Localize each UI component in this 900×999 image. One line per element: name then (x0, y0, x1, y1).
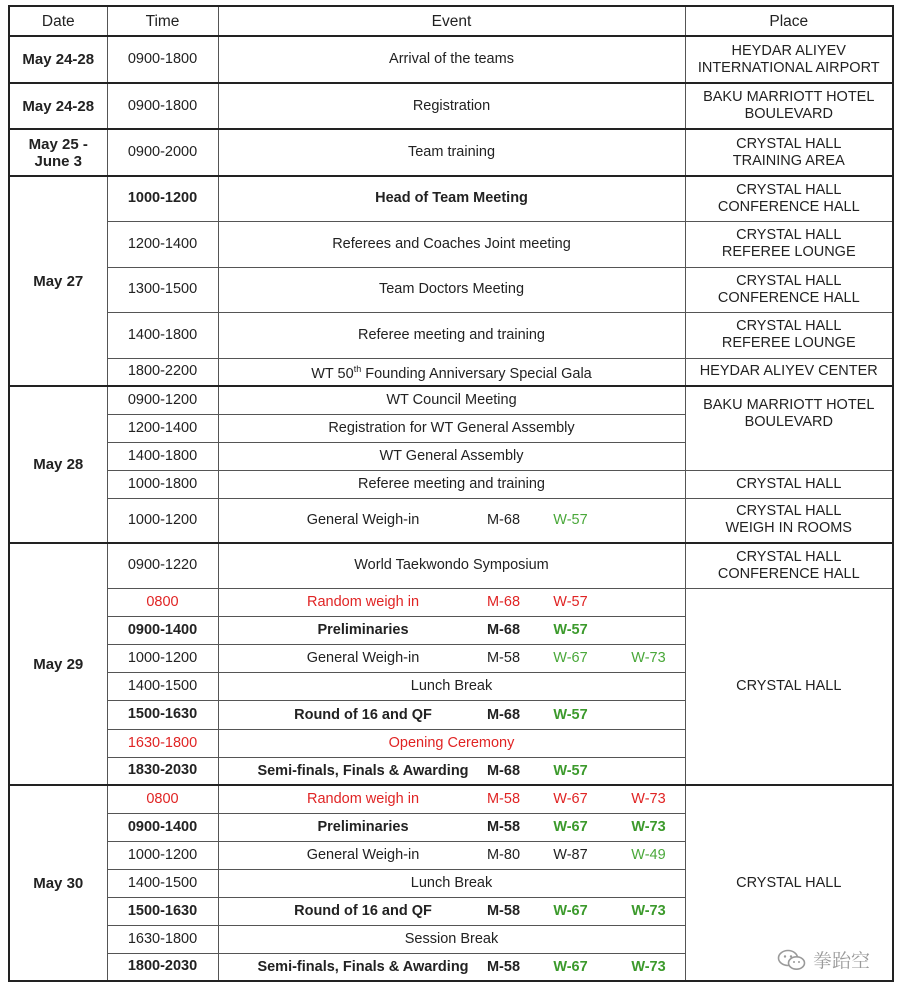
women-category: W-73 (631, 650, 666, 666)
place-line: CRYSTAL HALL (736, 135, 842, 152)
place-line: CONFERENCE HALL (717, 289, 860, 306)
men-category: M-58 (486, 791, 521, 808)
place-cell (685, 543, 893, 588)
event-name: Semi-finals, Finals & Awarding (257, 762, 469, 779)
time-cell: 0800 (107, 588, 218, 616)
time-cell: 1000-1200 (107, 498, 218, 543)
date-cell: May 29 (9, 543, 107, 785)
place-line: CONFERENCE HALL (717, 198, 860, 215)
women-category: W-73 (631, 819, 666, 835)
event-cell: Lunch Break (218, 869, 685, 897)
event-name: Preliminaries (317, 819, 409, 835)
time-cell: 1400-1500 (107, 672, 218, 700)
date-cell: May 24-28 (9, 83, 107, 129)
event-text: Founding Anniversary Special Gala (361, 365, 592, 382)
time-cell: 0900-1800 (107, 83, 218, 129)
place-cell (685, 83, 893, 129)
event-cell: Head of Team Meeting (218, 176, 685, 221)
event-cell: Opening Ceremony (218, 729, 685, 757)
time-cell: 1830-2030 (107, 757, 218, 785)
women-category: W-57 (553, 762, 588, 779)
place-cell (685, 129, 893, 176)
place-line: CRYSTAL HALL (736, 181, 842, 198)
time-cell: 0900-2000 (107, 129, 218, 176)
men-category: M-68 (486, 706, 521, 723)
place-cell (685, 498, 893, 543)
place-line: WEIGH IN ROOMS (725, 520, 852, 537)
table-row (9, 588, 893, 616)
women-category: W-57 (553, 512, 588, 529)
men-category: M-68 (486, 512, 521, 529)
event-name: Preliminaries (317, 622, 409, 638)
header-time: Time (107, 6, 218, 36)
date-cell (9, 129, 107, 176)
event-cell (218, 841, 685, 869)
table-row (9, 312, 893, 358)
place-line: BOULEVARD (744, 106, 833, 122)
header-row (9, 6, 893, 36)
table-row (9, 386, 893, 414)
event-cell: WT General Assembly (218, 442, 685, 470)
time-cell: 1630-1800 (107, 729, 218, 757)
time-cell: 1630-1800 (107, 925, 218, 953)
time-cell: 0900-1400 (107, 813, 218, 841)
place-line: BAKU MARRIOTT HOTEL (703, 89, 875, 105)
event-name: Round of 16 and QF (294, 903, 432, 919)
event-name: General Weigh-in (306, 847, 420, 863)
event-cell: Registration (218, 83, 685, 129)
header-place: Place (685, 6, 893, 36)
place-line: CRYSTAL HALL (736, 318, 842, 334)
women-category: W-57 (553, 706, 588, 723)
date-cell: May 28 (9, 386, 107, 543)
event-cell (218, 953, 685, 981)
event-cell (218, 498, 685, 543)
place-line: BAKU MARRIOTT HOTEL (703, 397, 875, 413)
wechat-icon (777, 949, 807, 971)
time-cell: 1800-2200 (107, 358, 218, 386)
time-cell: 1200-1400 (107, 414, 218, 442)
event-cell: Referees and Coaches Joint meeting (218, 221, 685, 267)
place-cell (685, 176, 893, 221)
table-row (9, 543, 893, 588)
event-cell: Referee meeting and training (218, 312, 685, 358)
place-cell (685, 386, 893, 470)
place-line: CRYSTAL HALL (736, 227, 842, 243)
time-cell: 1500-1630 (107, 700, 218, 729)
table-row (9, 83, 893, 129)
table-row (9, 785, 893, 813)
place-cell: CRYSTAL HALL (685, 785, 893, 981)
men-category: M-68 (486, 594, 521, 610)
event-cell (218, 588, 685, 616)
time-cell: 0900-1200 (107, 386, 218, 414)
event-name: Random weigh in (306, 791, 420, 808)
event-cell (218, 757, 685, 785)
place-line: CRYSTAL HALL (736, 272, 842, 289)
men-category: M-80 (486, 847, 521, 863)
time-cell: 1000-1200 (107, 644, 218, 672)
time-cell: 1000-1200 (107, 841, 218, 869)
women-category: W-73 (631, 791, 666, 808)
event-cell: WT Council Meeting (218, 386, 685, 414)
time-cell: 1400-1800 (107, 312, 218, 358)
event-cell (218, 616, 685, 644)
event-cell: Session Break (218, 925, 685, 953)
table-row (9, 129, 893, 176)
event-cell (218, 897, 685, 925)
place-line: CONFERENCE HALL (717, 565, 860, 582)
men-category: M-58 (486, 819, 521, 835)
men-category: M-58 (486, 903, 521, 919)
place-cell (685, 36, 893, 83)
place-cell: CRYSTAL HALL (685, 588, 893, 785)
men-category: M-68 (486, 622, 521, 638)
women-category: W-67 (553, 650, 588, 666)
event-cell (218, 358, 685, 386)
men-category: M-58 (486, 650, 521, 666)
place-line: BOULEVARD (744, 414, 833, 430)
time-cell: 1000-1200 (107, 176, 218, 221)
event-cell: Arrival of the teams (218, 36, 685, 83)
date-cell: May 30 (9, 785, 107, 981)
table-row (9, 36, 893, 83)
event-text: WT 50 (311, 365, 354, 382)
date-line: June 3 (34, 152, 83, 170)
women-category: W-67 (553, 958, 588, 975)
time-cell: 1200-1400 (107, 221, 218, 267)
women-category: W-67 (553, 791, 588, 808)
women-category: W-67 (553, 903, 588, 919)
place-line: INTERNATIONAL AIRPORT (697, 59, 880, 76)
table-row (9, 267, 893, 312)
men-category: W-87 (553, 847, 588, 863)
time-cell: 0900-1400 (107, 616, 218, 644)
place-line: TRAINING AREA (732, 152, 845, 169)
place-cell (685, 221, 893, 267)
time-cell: 1000-1800 (107, 470, 218, 498)
time-cell: 1400-1500 (107, 869, 218, 897)
women-category: W-57 (553, 594, 588, 610)
place-cell: CRYSTAL HALL (685, 470, 893, 498)
watermark-text: 拳跆空 (812, 951, 870, 972)
women-category: W-49 (631, 847, 666, 863)
event-name: Round of 16 and QF (294, 706, 432, 723)
event-cell (218, 644, 685, 672)
date-cell: May 24-28 (9, 36, 107, 83)
women-category: W-67 (553, 819, 588, 835)
women-category: W-57 (553, 622, 588, 638)
place-cell (685, 267, 893, 312)
place-line: CRYSTAL HALL (736, 503, 842, 520)
place-line: CRYSTAL HALL (736, 548, 842, 565)
event-superscript: th (353, 363, 362, 374)
time-cell: 1400-1800 (107, 442, 218, 470)
table-row (9, 498, 893, 543)
place-line: REFEREE LOUNGE (721, 335, 856, 351)
event-name: Semi-finals, Finals & Awarding (257, 958, 469, 975)
event-cell (218, 700, 685, 729)
table-row (9, 176, 893, 221)
women-category: W-73 (631, 958, 666, 975)
time-cell: 1300-1500 (107, 267, 218, 312)
time-cell: 0900-1800 (107, 36, 218, 83)
time-cell: 1500-1630 (107, 897, 218, 925)
men-category: M-58 (486, 958, 521, 975)
event-cell: Team training (218, 129, 685, 176)
date-line: May 25 - (28, 135, 88, 153)
time-cell: 1800-2030 (107, 953, 218, 981)
event-cell: Referee meeting and training (218, 470, 685, 498)
time-cell: 0900-1220 (107, 543, 218, 588)
event-cell: Team Doctors Meeting (218, 267, 685, 312)
event-name: General Weigh-in (306, 650, 420, 666)
place-cell: HEYDAR ALIYEV CENTER (685, 358, 893, 386)
event-cell (218, 813, 685, 841)
header-event: Event (218, 6, 685, 36)
table-row (9, 221, 893, 267)
men-category: M-68 (486, 762, 521, 779)
event-cell: World Taekwondo Symposium (218, 543, 685, 588)
place-line: REFEREE LOUNGE (721, 244, 856, 260)
table-row (9, 358, 893, 386)
watermark (777, 946, 870, 973)
header-date: Date (9, 6, 107, 36)
women-category: W-73 (631, 903, 666, 919)
table-row (9, 470, 893, 498)
place-cell (685, 312, 893, 358)
event-name: General Weigh-in (306, 512, 420, 529)
schedule-table (8, 5, 894, 982)
event-cell: Lunch Break (218, 672, 685, 700)
event-cell: Registration for WT General Assembly (218, 414, 685, 442)
event-name: Random weigh in (306, 594, 420, 610)
event-cell (218, 785, 685, 813)
date-cell: May 27 (9, 176, 107, 386)
place-line: HEYDAR ALIYEV (731, 42, 846, 59)
time-cell: 0800 (107, 785, 218, 813)
